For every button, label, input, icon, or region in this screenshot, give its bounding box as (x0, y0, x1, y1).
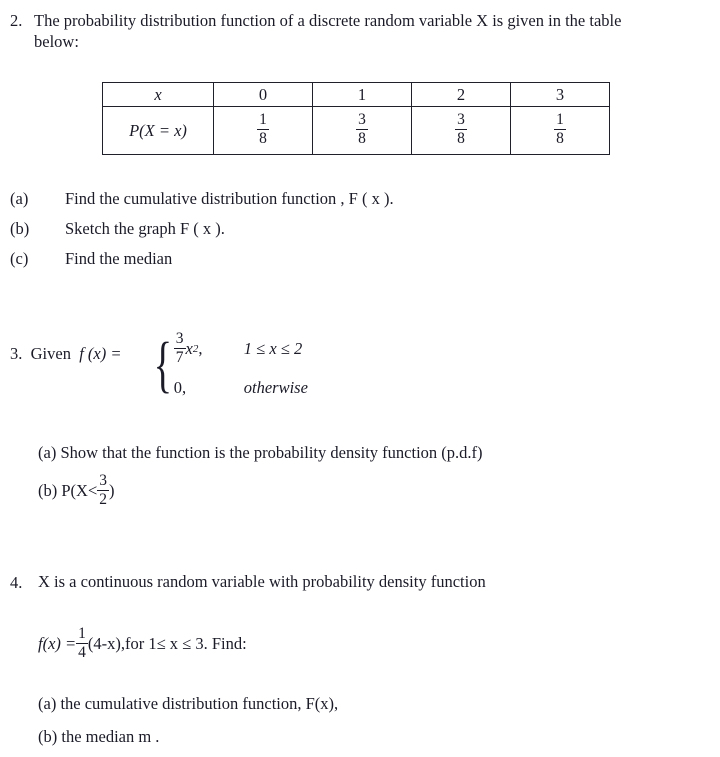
part-text-suffix: ) (109, 481, 115, 501)
question-3-function-name: f (x) = (79, 344, 122, 363)
part-text: Show that the function is the probability density function (p.d.f) (60, 443, 483, 462)
part-text: the median m . (61, 727, 160, 746)
cases-list (174, 332, 308, 398)
case-line-2 (174, 378, 308, 398)
part-text: the cumulative distribution function, F(x), (60, 694, 339, 713)
fraction-numerator: 1 (78, 625, 86, 642)
formula-rhs: (4-x),for 1≤ x ≤ 3. Find: (87, 634, 247, 654)
formula-lhs (38, 634, 76, 654)
table-cell-row-label-prob (103, 107, 214, 155)
left-brace-icon: { (153, 330, 173, 399)
case-condition-2: otherwise (243, 377, 308, 397)
fraction (257, 112, 269, 147)
case-variable: x (185, 339, 193, 359)
fraction-numerator: 1 (556, 111, 564, 129)
fraction (76, 626, 88, 661)
question-3-number: 3. (10, 344, 23, 363)
question-3-part-a (38, 443, 483, 463)
question-3-lead (10, 344, 121, 364)
table-cell-x-1: 1 (313, 83, 412, 107)
part-label: (b) (10, 219, 30, 238)
table-cell-prob-2 (412, 107, 511, 155)
fraction-numerator: 3 (358, 111, 366, 129)
probability-distribution-table (102, 82, 610, 155)
fraction-numerator: 3 (457, 111, 465, 129)
fraction (174, 331, 186, 366)
question-4-formula (38, 627, 247, 662)
table-cell-x-3: 3 (511, 83, 610, 107)
part-text-prefix: P(X< (61, 481, 98, 501)
question-2-line-2: below: (34, 32, 79, 51)
part-label: (b) (38, 727, 58, 746)
fraction-denominator: 8 (358, 130, 366, 147)
case-comma: , (198, 339, 203, 359)
fraction-denominator: 2 (99, 490, 108, 508)
part-label: (a) (38, 694, 57, 713)
question-2-line-1: The probability distribution function of a discrete random variable X is given in the table (34, 11, 622, 30)
fraction-denominator: 8 (556, 130, 564, 147)
fraction-numerator: 3 (99, 472, 108, 489)
row-label-probability: P(X = x) (129, 120, 187, 140)
case-condition-1: 1 ≤ x ≤ 2 (243, 339, 303, 359)
case-line-1 (174, 332, 308, 367)
part-label: (c) (10, 249, 29, 268)
fraction (356, 112, 368, 147)
part-text: Sketch the graph F ( x ). (65, 219, 225, 238)
part-label: (a) (10, 189, 29, 208)
question-4-number: 4. (10, 573, 23, 592)
fraction-numerator: 1 (259, 111, 267, 129)
fraction-numerator: 3 (175, 330, 184, 347)
question-3-given-word: Given (30, 344, 71, 363)
fraction-denominator: 8 (457, 130, 465, 147)
table-cell-prob-0 (214, 107, 313, 155)
fraction (455, 112, 467, 147)
case-expression-1 (174, 332, 232, 367)
part-label: (b) (38, 481, 58, 501)
fraction-denominator: 4 (78, 643, 86, 661)
question-4-part-a (38, 694, 338, 714)
case-exponent: 2 (192, 343, 199, 356)
fraction (97, 473, 109, 508)
part-text: Find the median (65, 249, 173, 268)
table-cell-x-2: 2 (412, 83, 511, 107)
question-3-part-b (38, 474, 115, 509)
part-text: Find the cumulative distribution function , F ( x ). (65, 189, 394, 208)
table-row-x-values (103, 83, 610, 107)
question-2-number: 2. (10, 11, 23, 30)
table-cell-prob-3 (511, 107, 610, 155)
table-cell-x-0: 0 (214, 83, 313, 107)
fraction-denominator: 7 (175, 348, 184, 366)
piecewise-definition (148, 332, 308, 398)
fraction-denominator: 8 (259, 130, 267, 147)
row-label-x: x (154, 84, 162, 104)
fraction (554, 112, 566, 147)
case-expression-2: 0, (173, 377, 187, 397)
table-cell-prob-1 (313, 107, 412, 155)
question-4-part-b (38, 727, 159, 747)
formula-lhs-label: f(x) = (38, 634, 77, 654)
question-4-text: X is a continuous random variable with probability density function (38, 572, 486, 591)
table-row-probabilities (103, 107, 610, 155)
table-cell-row-label-x (103, 83, 214, 107)
part-label: (a) (38, 443, 57, 462)
